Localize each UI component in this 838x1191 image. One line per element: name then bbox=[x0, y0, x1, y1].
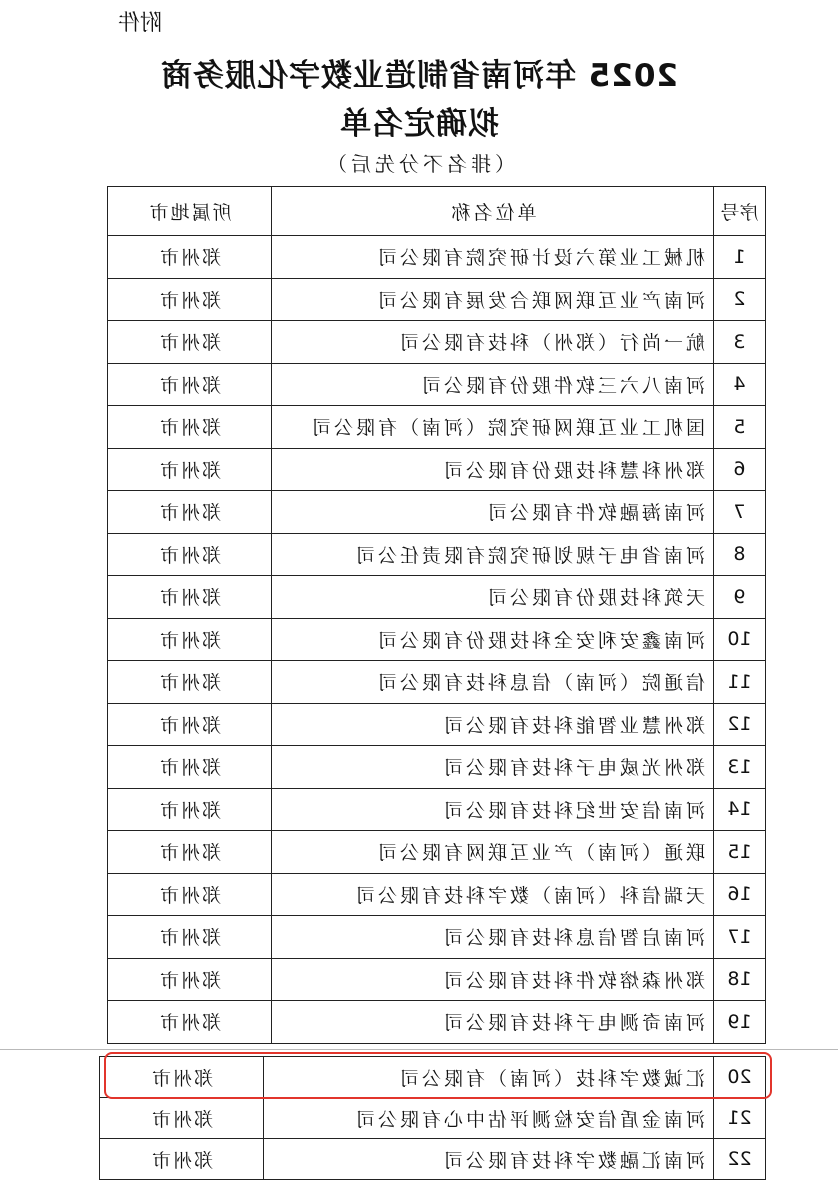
row-name: 郑州科慧科技股份有限公司 bbox=[272, 448, 714, 491]
row-city: 郑州市 bbox=[108, 746, 272, 789]
row-name: 河南汇融数字科技有限公司 bbox=[264, 1139, 714, 1180]
row-city: 郑州市 bbox=[108, 321, 272, 364]
row-no: 4 bbox=[714, 363, 766, 406]
row-no: 10 bbox=[714, 618, 766, 661]
row-city: 郑州市 bbox=[108, 448, 272, 491]
row-name: 河南省电子规划研究院有限责任公司 bbox=[272, 533, 714, 576]
row-no: 6 bbox=[714, 448, 766, 491]
attachment-label: 附件 bbox=[117, 11, 162, 36]
title-line-2: 拟确定名单 bbox=[339, 106, 499, 142]
row-no: 18 bbox=[714, 958, 766, 1001]
row-no: 19 bbox=[714, 1001, 766, 1044]
row-city: 郑州市 bbox=[108, 916, 272, 959]
row-name: 航一尚行（郑州）科技有限公司 bbox=[272, 321, 714, 364]
row-no: 5 bbox=[714, 406, 766, 449]
subtitle: （排名不分先后） bbox=[323, 152, 515, 176]
table-row bbox=[100, 1139, 766, 1180]
table-row bbox=[108, 788, 766, 831]
table-body bbox=[108, 236, 766, 1044]
row-city: 郑州市 bbox=[108, 958, 272, 1001]
table-row bbox=[108, 703, 766, 746]
table-row bbox=[108, 533, 766, 576]
row-name: 国机工业互联网研究院（河南）有限公司 bbox=[272, 406, 714, 449]
row-no: 17 bbox=[714, 916, 766, 959]
row-no: 2 bbox=[714, 278, 766, 321]
row-city: 郑州市 bbox=[108, 831, 272, 874]
row-name: 河南信安世纪科技有限公司 bbox=[272, 788, 714, 831]
row-name: 河南启智信息科技有限公司 bbox=[272, 916, 714, 959]
header-city: 所属地市 bbox=[108, 187, 272, 236]
row-no: 15 bbox=[714, 831, 766, 874]
table-row bbox=[108, 576, 766, 619]
row-name: 河南产业互联网联合发展有限公司 bbox=[272, 278, 714, 321]
row-city: 郑州市 bbox=[100, 1098, 264, 1139]
row-name: 机械工业第六设计研究院有限公司 bbox=[272, 236, 714, 279]
row-name: 信通院（河南）信息科技有限公司 bbox=[272, 661, 714, 704]
row-name: 河南奇测电子科技有限公司 bbox=[272, 1001, 714, 1044]
table-row bbox=[100, 1098, 766, 1139]
header-name: 单位名称 bbox=[272, 187, 714, 236]
table-row bbox=[108, 1001, 766, 1044]
row-city: 郑州市 bbox=[108, 491, 272, 534]
row-no: 16 bbox=[714, 873, 766, 916]
row-name: 河南八六三软件股份有限公司 bbox=[272, 363, 714, 406]
row-city: 郑州市 bbox=[108, 788, 272, 831]
row-city: 郑州市 bbox=[100, 1139, 264, 1180]
row-no: 7 bbox=[714, 491, 766, 534]
row-city: 郑州市 bbox=[108, 236, 272, 279]
table-row bbox=[108, 363, 766, 406]
row-city: 郑州市 bbox=[108, 618, 272, 661]
table-row bbox=[108, 618, 766, 661]
row-no: 14 bbox=[714, 788, 766, 831]
row-name: 联通（河南）产业互联网有限公司 bbox=[272, 831, 714, 874]
table-row bbox=[108, 661, 766, 704]
row-no: 8 bbox=[714, 533, 766, 576]
table-row bbox=[108, 746, 766, 789]
row-no: 22 bbox=[714, 1139, 766, 1180]
row-no: 12 bbox=[714, 703, 766, 746]
row-name: 天瑞信科（河南）数字科技有限公司 bbox=[272, 873, 714, 916]
table-row bbox=[108, 916, 766, 959]
page-break-line bbox=[0, 1049, 838, 1050]
table-row bbox=[108, 491, 766, 534]
table-row bbox=[108, 321, 766, 364]
row-name: 河南鑫安利安全科技股份有限公司 bbox=[272, 618, 714, 661]
table-row bbox=[108, 406, 766, 449]
row-no: 20 bbox=[714, 1057, 766, 1098]
row-city: 郑州市 bbox=[108, 661, 272, 704]
row-name: 郑州光威电子科技有限公司 bbox=[272, 746, 714, 789]
row-no: 9 bbox=[714, 576, 766, 619]
row-no: 3 bbox=[714, 321, 766, 364]
row-city: 郑州市 bbox=[108, 278, 272, 321]
row-city: 郑州市 bbox=[108, 873, 272, 916]
title-line-1: 2025 年河南省制造业数字化服务商 bbox=[159, 58, 679, 94]
table-row bbox=[108, 236, 766, 279]
row-name: 郑州森熔软件科技有限公司 bbox=[272, 958, 714, 1001]
row-city: 郑州市 bbox=[100, 1057, 264, 1098]
table-row bbox=[108, 831, 766, 874]
row-name: 天筑科技股份有限公司 bbox=[272, 576, 714, 619]
row-city: 郑州市 bbox=[108, 1001, 272, 1044]
row-name: 汇诚数字科技（河南）有限公司 bbox=[264, 1057, 714, 1098]
row-city: 郑州市 bbox=[108, 406, 272, 449]
row-city: 郑州市 bbox=[108, 533, 272, 576]
header-no: 序号 bbox=[714, 187, 766, 236]
row-name: 河南海融软件有限公司 bbox=[272, 491, 714, 534]
table-row bbox=[108, 448, 766, 491]
table-row bbox=[108, 958, 766, 1001]
table-header-row bbox=[108, 187, 766, 236]
row-no: 1 bbox=[714, 236, 766, 279]
table-row bbox=[108, 278, 766, 321]
row-no: 21 bbox=[714, 1098, 766, 1139]
highlight-box bbox=[104, 1052, 772, 1099]
company-table bbox=[107, 186, 766, 1044]
row-city: 郑州市 bbox=[108, 363, 272, 406]
row-name: 河南金盾信安检测评估中心有限公司 bbox=[264, 1098, 714, 1139]
row-city: 郑州市 bbox=[108, 703, 272, 746]
row-city: 郑州市 bbox=[108, 576, 272, 619]
row-no: 13 bbox=[714, 746, 766, 789]
row-no: 11 bbox=[714, 661, 766, 704]
table-row bbox=[108, 873, 766, 916]
row-name: 郑州慧业智能科技有限公司 bbox=[272, 703, 714, 746]
